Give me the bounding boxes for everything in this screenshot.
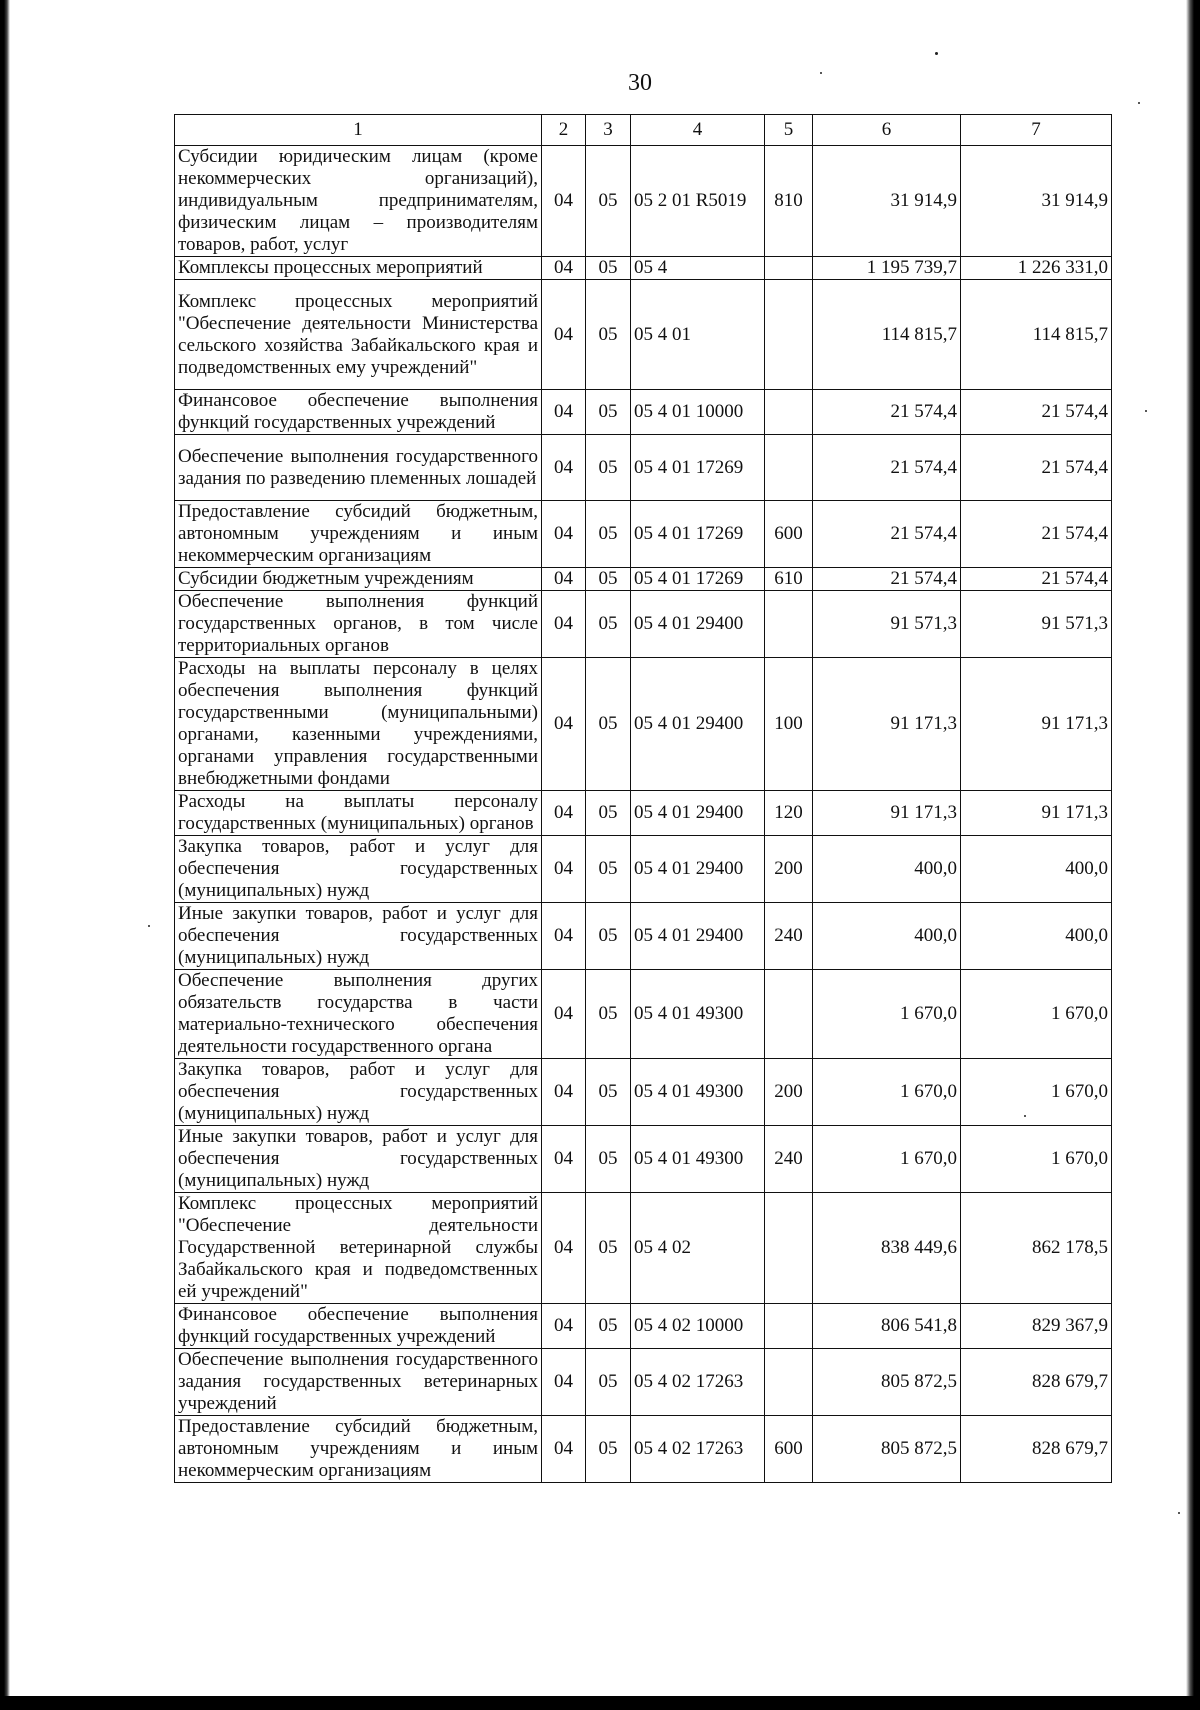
target-article-code: 05 4 02 bbox=[631, 1193, 765, 1304]
table-row bbox=[175, 146, 1112, 257]
row-title: Комплекс процессных мероприятий "Обеспечение деятельности Государственной ветеринарной службы Забайкальского края и подведомственных ей учреждений" bbox=[175, 1193, 542, 1304]
amount-year-1: 21 574,4 bbox=[813, 568, 961, 591]
row-title: Финансовое обеспечение выполнения функций государственных учреждений bbox=[175, 390, 542, 435]
scan-speck bbox=[935, 52, 938, 55]
scan-speck bbox=[148, 925, 150, 927]
row-title: Иные закупки товаров, работ и услуг для обеспечения государственных (муниципальных) нужд bbox=[175, 903, 542, 970]
expense-type-code bbox=[765, 1304, 813, 1349]
row-title: Субсидии бюджетным учреждениям bbox=[175, 568, 542, 591]
section-code: 04 bbox=[542, 390, 586, 435]
table-row bbox=[175, 1304, 1112, 1349]
row-title: Предоставление субсидий бюджетным, автономным учреждениям и иным некоммерческим организациям bbox=[175, 1416, 542, 1483]
row-title: Комплекс процессных мероприятий "Обеспечение деятельности Министерства сельского хозяйства Забайкальского края и подведомственных ему учреждений" bbox=[175, 280, 542, 390]
expense-type-code: 810 bbox=[765, 146, 813, 257]
amount-year-2: 828 679,7 bbox=[961, 1349, 1112, 1416]
scan-speck bbox=[1138, 102, 1140, 104]
target-article-code: 05 4 01 17269 bbox=[631, 435, 765, 501]
amount-year-1: 1 670,0 bbox=[813, 1126, 961, 1193]
amount-year-2: 91 171,3 bbox=[961, 658, 1112, 791]
expense-type-code: 600 bbox=[765, 501, 813, 568]
column-header: 5 bbox=[765, 115, 813, 146]
amount-year-2: 31 914,9 bbox=[961, 146, 1112, 257]
subsection-code: 05 bbox=[586, 390, 631, 435]
section-code: 04 bbox=[542, 257, 586, 280]
amount-year-2: 400,0 bbox=[961, 836, 1112, 903]
expense-type-code bbox=[765, 280, 813, 390]
table-row bbox=[175, 1349, 1112, 1416]
section-code: 04 bbox=[542, 1126, 586, 1193]
target-article-code: 05 4 01 bbox=[631, 280, 765, 390]
subsection-code: 05 bbox=[586, 1304, 631, 1349]
subsection-code: 05 bbox=[586, 501, 631, 568]
column-header: 3 bbox=[586, 115, 631, 146]
row-title: Обеспечение выполнения функций государственных органов, в том числе территориальных органов bbox=[175, 591, 542, 658]
amount-year-1: 1 670,0 bbox=[813, 970, 961, 1059]
subsection-code: 05 bbox=[586, 658, 631, 791]
table-row bbox=[175, 791, 1112, 836]
amount-year-1: 838 449,6 bbox=[813, 1193, 961, 1304]
section-code: 04 bbox=[542, 903, 586, 970]
row-title: Закупка товаров, работ и услуг для обеспечения государственных (муниципальных) нужд bbox=[175, 836, 542, 903]
scan-speck bbox=[1178, 1512, 1180, 1514]
table-row bbox=[175, 903, 1112, 970]
row-title: Расходы на выплаты персоналу в целях обеспечения выполнения функций государственными (муниципальными) органами, казенными учреждениями, органами управления государственными внебюджетными фондами bbox=[175, 658, 542, 791]
subsection-code: 05 bbox=[586, 1416, 631, 1483]
target-article-code: 05 2 01 R5019 bbox=[631, 146, 765, 257]
subsection-code: 05 bbox=[586, 591, 631, 658]
row-title: Обеспечение выполнения других обязательств государства в части материально-технического обеспечения деятельности государственного органа bbox=[175, 970, 542, 1059]
column-header: 4 bbox=[631, 115, 765, 146]
target-article-code: 05 4 01 17269 bbox=[631, 501, 765, 568]
section-code: 04 bbox=[542, 836, 586, 903]
row-title: Обеспечение выполнения государственного задания государственных ветеринарных учреждений bbox=[175, 1349, 542, 1416]
table-row bbox=[175, 591, 1112, 658]
subsection-code: 05 bbox=[586, 1349, 631, 1416]
section-code: 04 bbox=[542, 435, 586, 501]
row-title: Финансовое обеспечение выполнения функций государственных учреждений bbox=[175, 1304, 542, 1349]
section-code: 04 bbox=[542, 791, 586, 836]
expense-type-code: 200 bbox=[765, 1059, 813, 1126]
section-code: 04 bbox=[542, 568, 586, 591]
target-article-code: 05 4 01 29400 bbox=[631, 791, 765, 836]
subsection-code: 05 bbox=[586, 568, 631, 591]
column-header: 2 bbox=[542, 115, 586, 146]
subsection-code: 05 bbox=[586, 435, 631, 501]
amount-year-2: 1 670,0 bbox=[961, 1126, 1112, 1193]
section-code: 04 bbox=[542, 970, 586, 1059]
amount-year-2: 91 571,3 bbox=[961, 591, 1112, 658]
amount-year-2: 21 574,4 bbox=[961, 568, 1112, 591]
amount-year-1: 805 872,5 bbox=[813, 1349, 961, 1416]
target-article-code: 05 4 02 17263 bbox=[631, 1416, 765, 1483]
subsection-code: 05 bbox=[586, 146, 631, 257]
scan-right-edge bbox=[1186, 0, 1200, 1710]
amount-year-2: 114 815,7 bbox=[961, 280, 1112, 390]
row-title: Предоставление субсидий бюджетным, автономным учреждениям и иным некоммерческим организациям bbox=[175, 501, 542, 568]
table-row bbox=[175, 970, 1112, 1059]
amount-year-1: 91 171,3 bbox=[813, 658, 961, 791]
table-row bbox=[175, 1126, 1112, 1193]
amount-year-2: 1 670,0 bbox=[961, 1059, 1112, 1126]
amount-year-1: 400,0 bbox=[813, 903, 961, 970]
amount-year-1: 21 574,4 bbox=[813, 435, 961, 501]
expense-type-code bbox=[765, 591, 813, 658]
amount-year-2: 21 574,4 bbox=[961, 390, 1112, 435]
amount-year-1: 21 574,4 bbox=[813, 501, 961, 568]
table-row bbox=[175, 257, 1112, 280]
table-row bbox=[175, 836, 1112, 903]
expense-type-code: 200 bbox=[765, 836, 813, 903]
row-title: Расходы на выплаты персоналу государственных (муниципальных) органов bbox=[175, 791, 542, 836]
subsection-code: 05 bbox=[586, 1059, 631, 1126]
scan-bottom-edge bbox=[0, 1696, 1200, 1710]
amount-year-2: 1 226 331,0 bbox=[961, 257, 1112, 280]
expense-type-code bbox=[765, 390, 813, 435]
target-article-code: 05 4 01 29400 bbox=[631, 658, 765, 791]
table-row bbox=[175, 390, 1112, 435]
expense-type-code bbox=[765, 970, 813, 1059]
section-code: 04 bbox=[542, 1193, 586, 1304]
amount-year-1: 31 914,9 bbox=[813, 146, 961, 257]
table-row bbox=[175, 280, 1112, 390]
amount-year-1: 21 574,4 bbox=[813, 390, 961, 435]
section-code: 04 bbox=[542, 591, 586, 658]
target-article-code: 05 4 01 29400 bbox=[631, 903, 765, 970]
table-row bbox=[175, 1059, 1112, 1126]
subsection-code: 05 bbox=[586, 836, 631, 903]
expense-type-code: 240 bbox=[765, 903, 813, 970]
table-row bbox=[175, 658, 1112, 791]
amount-year-2: 862 178,5 bbox=[961, 1193, 1112, 1304]
subsection-code: 05 bbox=[586, 257, 631, 280]
amount-year-2: 1 670,0 bbox=[961, 970, 1112, 1059]
subsection-code: 05 bbox=[586, 280, 631, 390]
target-article-code: 05 4 01 29400 bbox=[631, 591, 765, 658]
section-code: 04 bbox=[542, 501, 586, 568]
amount-year-2: 21 574,4 bbox=[961, 435, 1112, 501]
expense-type-code: 120 bbox=[765, 791, 813, 836]
amount-year-1: 805 872,5 bbox=[813, 1416, 961, 1483]
amount-year-1: 1 195 739,7 bbox=[813, 257, 961, 280]
table-body bbox=[175, 115, 1112, 1483]
subsection-code: 05 bbox=[586, 1193, 631, 1304]
table-row bbox=[175, 1193, 1112, 1304]
section-code: 04 bbox=[542, 658, 586, 791]
amount-year-2: 400,0 bbox=[961, 903, 1112, 970]
subsection-code: 05 bbox=[586, 791, 631, 836]
column-header: 7 bbox=[961, 115, 1112, 146]
expense-type-code: 610 bbox=[765, 568, 813, 591]
amount-year-1: 1 670,0 bbox=[813, 1059, 961, 1126]
row-title: Закупка товаров, работ и услуг для обеспечения государственных (муниципальных) нужд bbox=[175, 1059, 542, 1126]
section-code: 04 bbox=[542, 1304, 586, 1349]
expense-type-code: 240 bbox=[765, 1126, 813, 1193]
row-title: Комплексы процессных мероприятий bbox=[175, 257, 542, 280]
target-article-code: 05 4 01 17269 bbox=[631, 568, 765, 591]
page-number: 30 bbox=[628, 70, 652, 96]
amount-year-2: 21 574,4 bbox=[961, 501, 1112, 568]
subsection-code: 05 bbox=[586, 1126, 631, 1193]
target-article-code: 05 4 01 10000 bbox=[631, 390, 765, 435]
target-article-code: 05 4 02 17263 bbox=[631, 1349, 765, 1416]
budget-table bbox=[174, 114, 1112, 1483]
target-article-code: 05 4 01 49300 bbox=[631, 1059, 765, 1126]
amount-year-2: 828 679,7 bbox=[961, 1416, 1112, 1483]
amount-year-1: 400,0 bbox=[813, 836, 961, 903]
table-row bbox=[175, 435, 1112, 501]
row-title: Обеспечение выполнения государственного задания по разведению племенных лошадей bbox=[175, 435, 542, 501]
target-article-code: 05 4 01 49300 bbox=[631, 970, 765, 1059]
scan-speck bbox=[1145, 410, 1147, 412]
row-title: Иные закупки товаров, работ и услуг для обеспечения государственных (муниципальных) нужд bbox=[175, 1126, 542, 1193]
expense-type-code: 100 bbox=[765, 658, 813, 791]
target-article-code: 05 4 01 29400 bbox=[631, 836, 765, 903]
header-row bbox=[175, 115, 1112, 146]
amount-year-1: 806 541,8 bbox=[813, 1304, 961, 1349]
table-row bbox=[175, 568, 1112, 591]
column-header: 6 bbox=[813, 115, 961, 146]
row-title: Субсидии юридическим лицам (кроме некоммерческих организаций), индивидуальным предпринимателям, физическим лицам – производителям товаров, работ, услуг bbox=[175, 146, 542, 257]
expense-type-code bbox=[765, 257, 813, 280]
amount-year-1: 91 571,3 bbox=[813, 591, 961, 658]
expense-type-code bbox=[765, 1193, 813, 1304]
amount-year-1: 91 171,3 bbox=[813, 791, 961, 836]
section-code: 04 bbox=[542, 1059, 586, 1126]
section-code: 04 bbox=[542, 280, 586, 390]
scan-left-edge bbox=[0, 0, 10, 1710]
section-code: 04 bbox=[542, 1349, 586, 1416]
table-row bbox=[175, 1416, 1112, 1483]
expense-type-code bbox=[765, 1349, 813, 1416]
subsection-code: 05 bbox=[586, 903, 631, 970]
column-header: 1 bbox=[175, 115, 542, 146]
section-code: 04 bbox=[542, 1416, 586, 1483]
expense-type-code bbox=[765, 435, 813, 501]
section-code: 04 bbox=[542, 146, 586, 257]
amount-year-2: 91 171,3 bbox=[961, 791, 1112, 836]
target-article-code: 05 4 02 10000 bbox=[631, 1304, 765, 1349]
expense-type-code: 600 bbox=[765, 1416, 813, 1483]
target-article-code: 05 4 01 49300 bbox=[631, 1126, 765, 1193]
amount-year-1: 114 815,7 bbox=[813, 280, 961, 390]
subsection-code: 05 bbox=[586, 970, 631, 1059]
amount-year-2: 829 367,9 bbox=[961, 1304, 1112, 1349]
table-row bbox=[175, 501, 1112, 568]
target-article-code: 05 4 bbox=[631, 257, 765, 280]
